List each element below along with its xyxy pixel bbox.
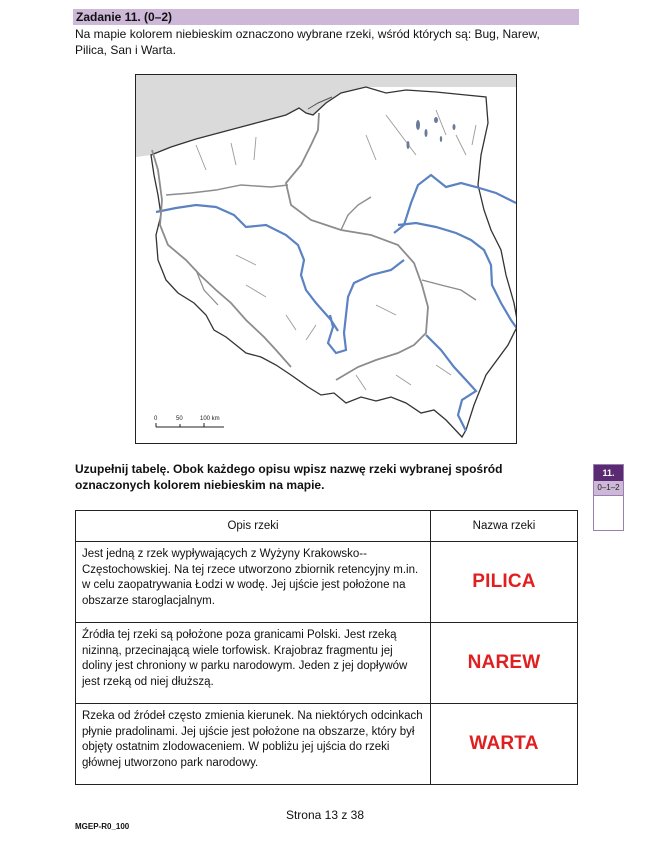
country-border [151, 87, 517, 437]
table-row [76, 704, 578, 785]
river-pilica [328, 260, 404, 353]
river-wieprz [422, 280, 476, 300]
river-bzura [341, 197, 371, 230]
page-number: Strona 13 z 38 [285, 808, 365, 822]
answer-table [75, 510, 578, 785]
task-instruction: Uzupełnij tabelę. Obok każdego opisu wpisz nazwę rzeki wybranej spośród oznaczonych kolorem niebieskim na mapie. [75, 462, 503, 492]
poland-rivers-map [135, 74, 517, 444]
table-row [76, 542, 578, 623]
row-answer[interactable]: PILICA [431, 542, 578, 623]
river-warta [156, 205, 338, 331]
score-points: 0–1–2 [594, 481, 623, 496]
scale-label-50: 50 [176, 416, 183, 422]
score-task-number: 11. [594, 465, 623, 481]
table-header-row [76, 511, 578, 542]
river-bug [398, 223, 517, 330]
river-vistula [286, 113, 428, 380]
river-san [426, 335, 476, 431]
header-description: Opis rzeki [76, 511, 431, 542]
scale-bar [154, 416, 224, 427]
header-name: Nazwa rzeki [431, 511, 578, 542]
document-code: MGEP-R0_100 [75, 822, 130, 831]
row-answer[interactable]: WARTA [431, 704, 578, 785]
row-description: Jest jedną z rzek wypływających z Wyżyny Krakowsko--Częstochowskiej. Na tej rzece utworzono zbiornik retencyjny m.in. w celu zaopatrywania Łodzi w wodę. Jej ujście jest położone na obszarze staroglacjalnym. [76, 542, 431, 623]
score-box [593, 464, 624, 531]
scale-label-0: 0 [154, 416, 158, 422]
map-svg [136, 75, 517, 444]
row-description: Rzeka od źródeł często zmienia kierunek. Na niektórych odcinkach płynie pradolinami. Jej ujście jest położone na obszarze, który był objęty ostatnim zlodowaceniem. W pobliżu jej ujścia do rzeki głównej utworzono park narodowy. [76, 704, 431, 785]
river-notec [166, 185, 288, 195]
small-streams [196, 110, 476, 390]
task-title: Zadanie 11. (0–2) [73, 9, 579, 25]
task-intro: Na mapie kolorem niebieskim oznaczono wybrane rzeki, wśród których są: Bug, Narew, Pilica, San i Warta. [75, 27, 540, 57]
row-description: Źródła tej rzeki są położone poza granicami Polski. Jest rzeką nizinną, przecinającą wiele torfowisk. Krajobraz fragmentu jej doliny jest chroniony w parku narodowym. Jeden z jej dopływów jest rzeką od niej dłuższą. [76, 623, 431, 704]
baltic-sea [136, 75, 517, 157]
row-answer[interactable]: NAREW [431, 623, 578, 704]
lakes [407, 117, 456, 149]
table-row [76, 623, 578, 704]
scale-label-100: 100 km [200, 416, 220, 422]
